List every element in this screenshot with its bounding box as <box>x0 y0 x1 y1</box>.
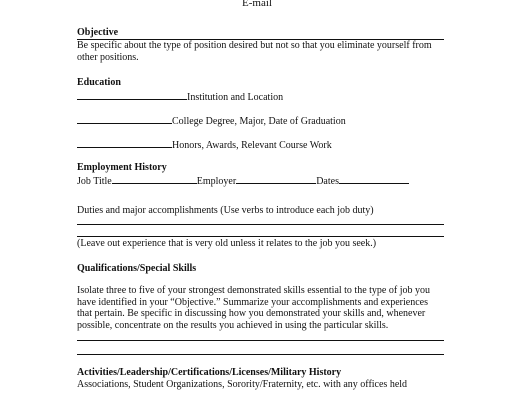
qualifications-line-4: possible, concentrate on the results you achieved in using the particular skills. <box>77 319 389 331</box>
degree-row <box>77 114 346 127</box>
job-title-label: Job Title <box>77 176 112 187</box>
employer-label: Employer <box>196 176 237 187</box>
honors-row <box>77 138 332 151</box>
qualifications-line-blank-2 <box>77 354 444 355</box>
employment-note: (Leave out experience that is very old unless it relates to the job you seek.) <box>77 238 377 249</box>
institution-label: Institution and Location <box>187 92 284 103</box>
qualifications-line-1: Isolate three to five of your strongest demonstrated skills essential to the type of job you <box>77 285 430 296</box>
job-row <box>77 174 409 187</box>
qualifications-line-3: that pertain. Be specific in discussing how you demonstrated your skills and, whenever <box>77 308 426 319</box>
qualifications-line-blank-1 <box>77 340 444 341</box>
degree-label: College Degree, Major, Date of Graduation <box>172 116 346 127</box>
qualifications-line-2: have identified in your “Objective.” Summarize your accomplishments and experiences <box>77 296 428 308</box>
duties-line-1 <box>77 224 444 225</box>
employment-heading: Employment History <box>77 162 167 173</box>
honors-blank <box>77 138 172 148</box>
dates-label: Dates <box>316 176 339 187</box>
activities-heading: Activities/Leadership/Certifications/Licenses/Military History <box>77 367 342 378</box>
qualifications-text <box>77 285 445 331</box>
duties-text: Duties and major accomplishments (Use verbs to introduce each job duty) <box>77 205 374 216</box>
dates-blank <box>339 174 409 184</box>
objective-heading: Objective <box>77 27 119 38</box>
objective-text <box>77 40 445 63</box>
honors-label: Honors, Awards, Relevant Course Work <box>172 140 332 151</box>
institution-row <box>77 90 283 103</box>
employer-blank <box>236 174 316 184</box>
objective-line-1: Be specific about the type of position desired but not so that you eliminate yourself from <box>77 40 432 51</box>
degree-blank <box>77 114 172 124</box>
objective-line-2: other positions. <box>77 51 139 63</box>
email-header: E-mail <box>242 0 272 9</box>
qualifications-heading: Qualifications/Special Skills <box>77 263 197 274</box>
activities-text: Associations, Student Organizations, Sorority/Fraternity, etc. with any offices held <box>77 379 408 390</box>
institution-blank <box>77 90 187 100</box>
job-title-blank <box>112 174 197 184</box>
duties-line-2 <box>77 236 444 237</box>
education-heading: Education <box>77 77 121 88</box>
